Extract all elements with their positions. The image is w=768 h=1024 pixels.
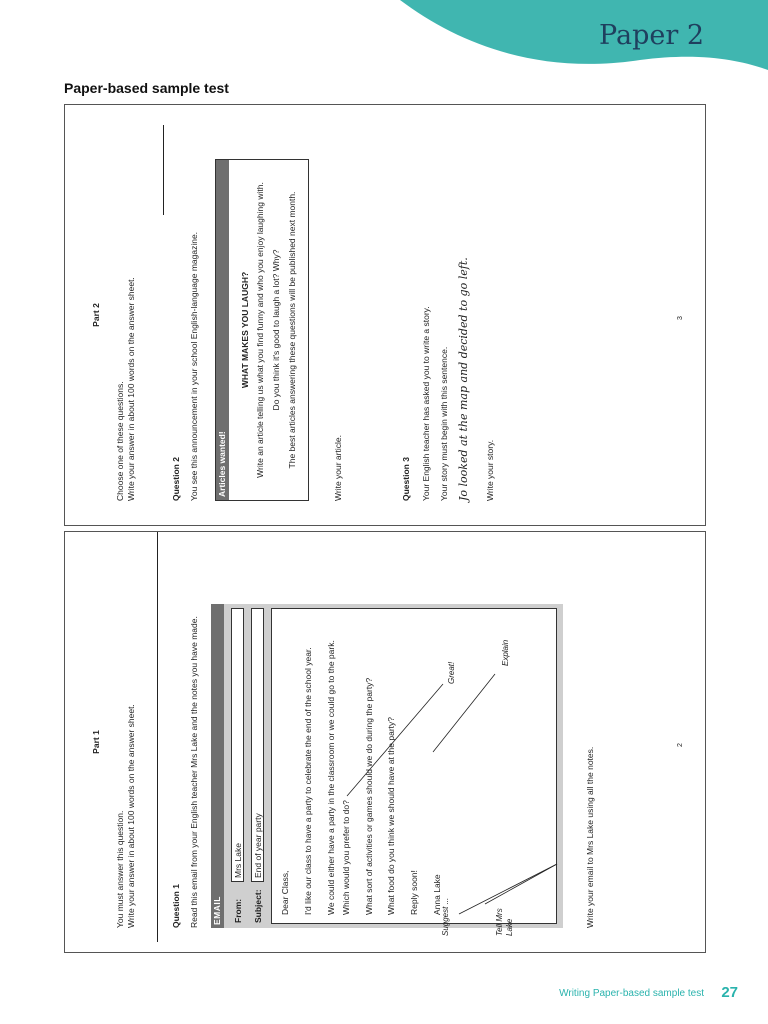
page-heading: Paper-based sample test bbox=[64, 80, 229, 96]
paper-title: Paper 2 bbox=[599, 20, 704, 51]
q3-text-1: Your English teacher has asked you to write a story. bbox=[421, 306, 431, 501]
q2-text: You see this announcement in your school English-language magazine. bbox=[189, 231, 199, 501]
q1-write: Write your email to Mrs Lake using all the notes. bbox=[585, 746, 595, 928]
email-paragraph-4: What food do you think we should have at the party? bbox=[386, 717, 397, 915]
email-paragraph-3: What sort of activities or games should we do during the party? bbox=[363, 677, 374, 915]
announcement-heading: Articles wanted! bbox=[216, 160, 229, 500]
q2-title: Question 2 bbox=[171, 457, 181, 501]
part2-rule bbox=[163, 125, 164, 215]
email-from-label: From: bbox=[233, 898, 243, 923]
q1-text: Read this email from your English teacher Mrs Lake and the notes you have made. bbox=[189, 616, 199, 928]
q3-text-2: Your story must begin with this sentence. bbox=[439, 346, 449, 501]
footer-page-number: 27 bbox=[721, 984, 738, 1001]
note-explain: Explain bbox=[501, 639, 510, 666]
announcement-body bbox=[229, 160, 309, 500]
part1-instruction-2: Write your answer in about 100 words on the answer sheet. bbox=[125, 704, 136, 928]
q3-write: Write your story. bbox=[485, 439, 495, 501]
note-tell-mrs-lake: Tell Mrs Lake bbox=[495, 908, 514, 936]
announcement-line-1: Write an article telling us what you find funny and who you enjoy laughing with. bbox=[255, 182, 266, 478]
email-name: Anna Lake bbox=[432, 874, 443, 915]
part2-heading: Part 2 bbox=[91, 303, 101, 327]
email-subject-value: End of year party bbox=[251, 608, 264, 882]
email-signoff: Reply soon! bbox=[409, 870, 420, 915]
part2-instruction-1: Choose one of these questions. bbox=[115, 381, 125, 501]
email-from-value: Mrs Lake bbox=[231, 608, 244, 882]
note-great: Great! bbox=[447, 661, 456, 684]
sample-page-part2 bbox=[64, 104, 706, 526]
footer-section-label: Writing Paper-based sample test bbox=[559, 988, 704, 999]
announcement-line-2: Do you think it's good to laugh a lot? Why? bbox=[270, 249, 281, 411]
sample-page-part1 bbox=[64, 531, 706, 953]
email-greeting: Dear Class, bbox=[280, 870, 290, 915]
part1-heading: Part 1 bbox=[91, 730, 101, 754]
q3-story-sentence: Jo looked at the map and decided to go left. bbox=[457, 257, 470, 501]
email-paragraph-2: We could either have a party in the classroom or we could go to the park. Which would you prefer to do? bbox=[325, 640, 351, 915]
announcement-line-3: The best articles answering these questions will be published next month. bbox=[286, 191, 297, 469]
announcement-title: WHAT MAKES YOU LAUGH? bbox=[239, 271, 250, 389]
q3-title: Question 3 bbox=[401, 457, 411, 501]
annotation-lines bbox=[65, 532, 705, 952]
part2-instruction-2: Write your answer in about 100 words on the answer sheet. bbox=[125, 277, 136, 501]
email-subject-label: Subject: bbox=[253, 889, 263, 923]
email-heading: EMAIL bbox=[211, 604, 224, 928]
page-number-3: 3 bbox=[677, 316, 684, 320]
q2-write: Write your article. bbox=[333, 435, 343, 501]
note-suggest: Suggest ... bbox=[441, 897, 450, 936]
rotated-page-part1 bbox=[65, 532, 705, 952]
page-number-2: 2 bbox=[677, 743, 684, 747]
email-paragraph-1: I'd like our class to have a party to celebrate the end of the school year. bbox=[302, 647, 313, 915]
q1-title: Question 1 bbox=[171, 884, 181, 928]
rotated-page-part2 bbox=[65, 105, 705, 525]
part1-instruction-1: You must answer this question. bbox=[115, 810, 125, 928]
announcement-box bbox=[215, 159, 309, 501]
part2-instructions bbox=[115, 121, 136, 501]
